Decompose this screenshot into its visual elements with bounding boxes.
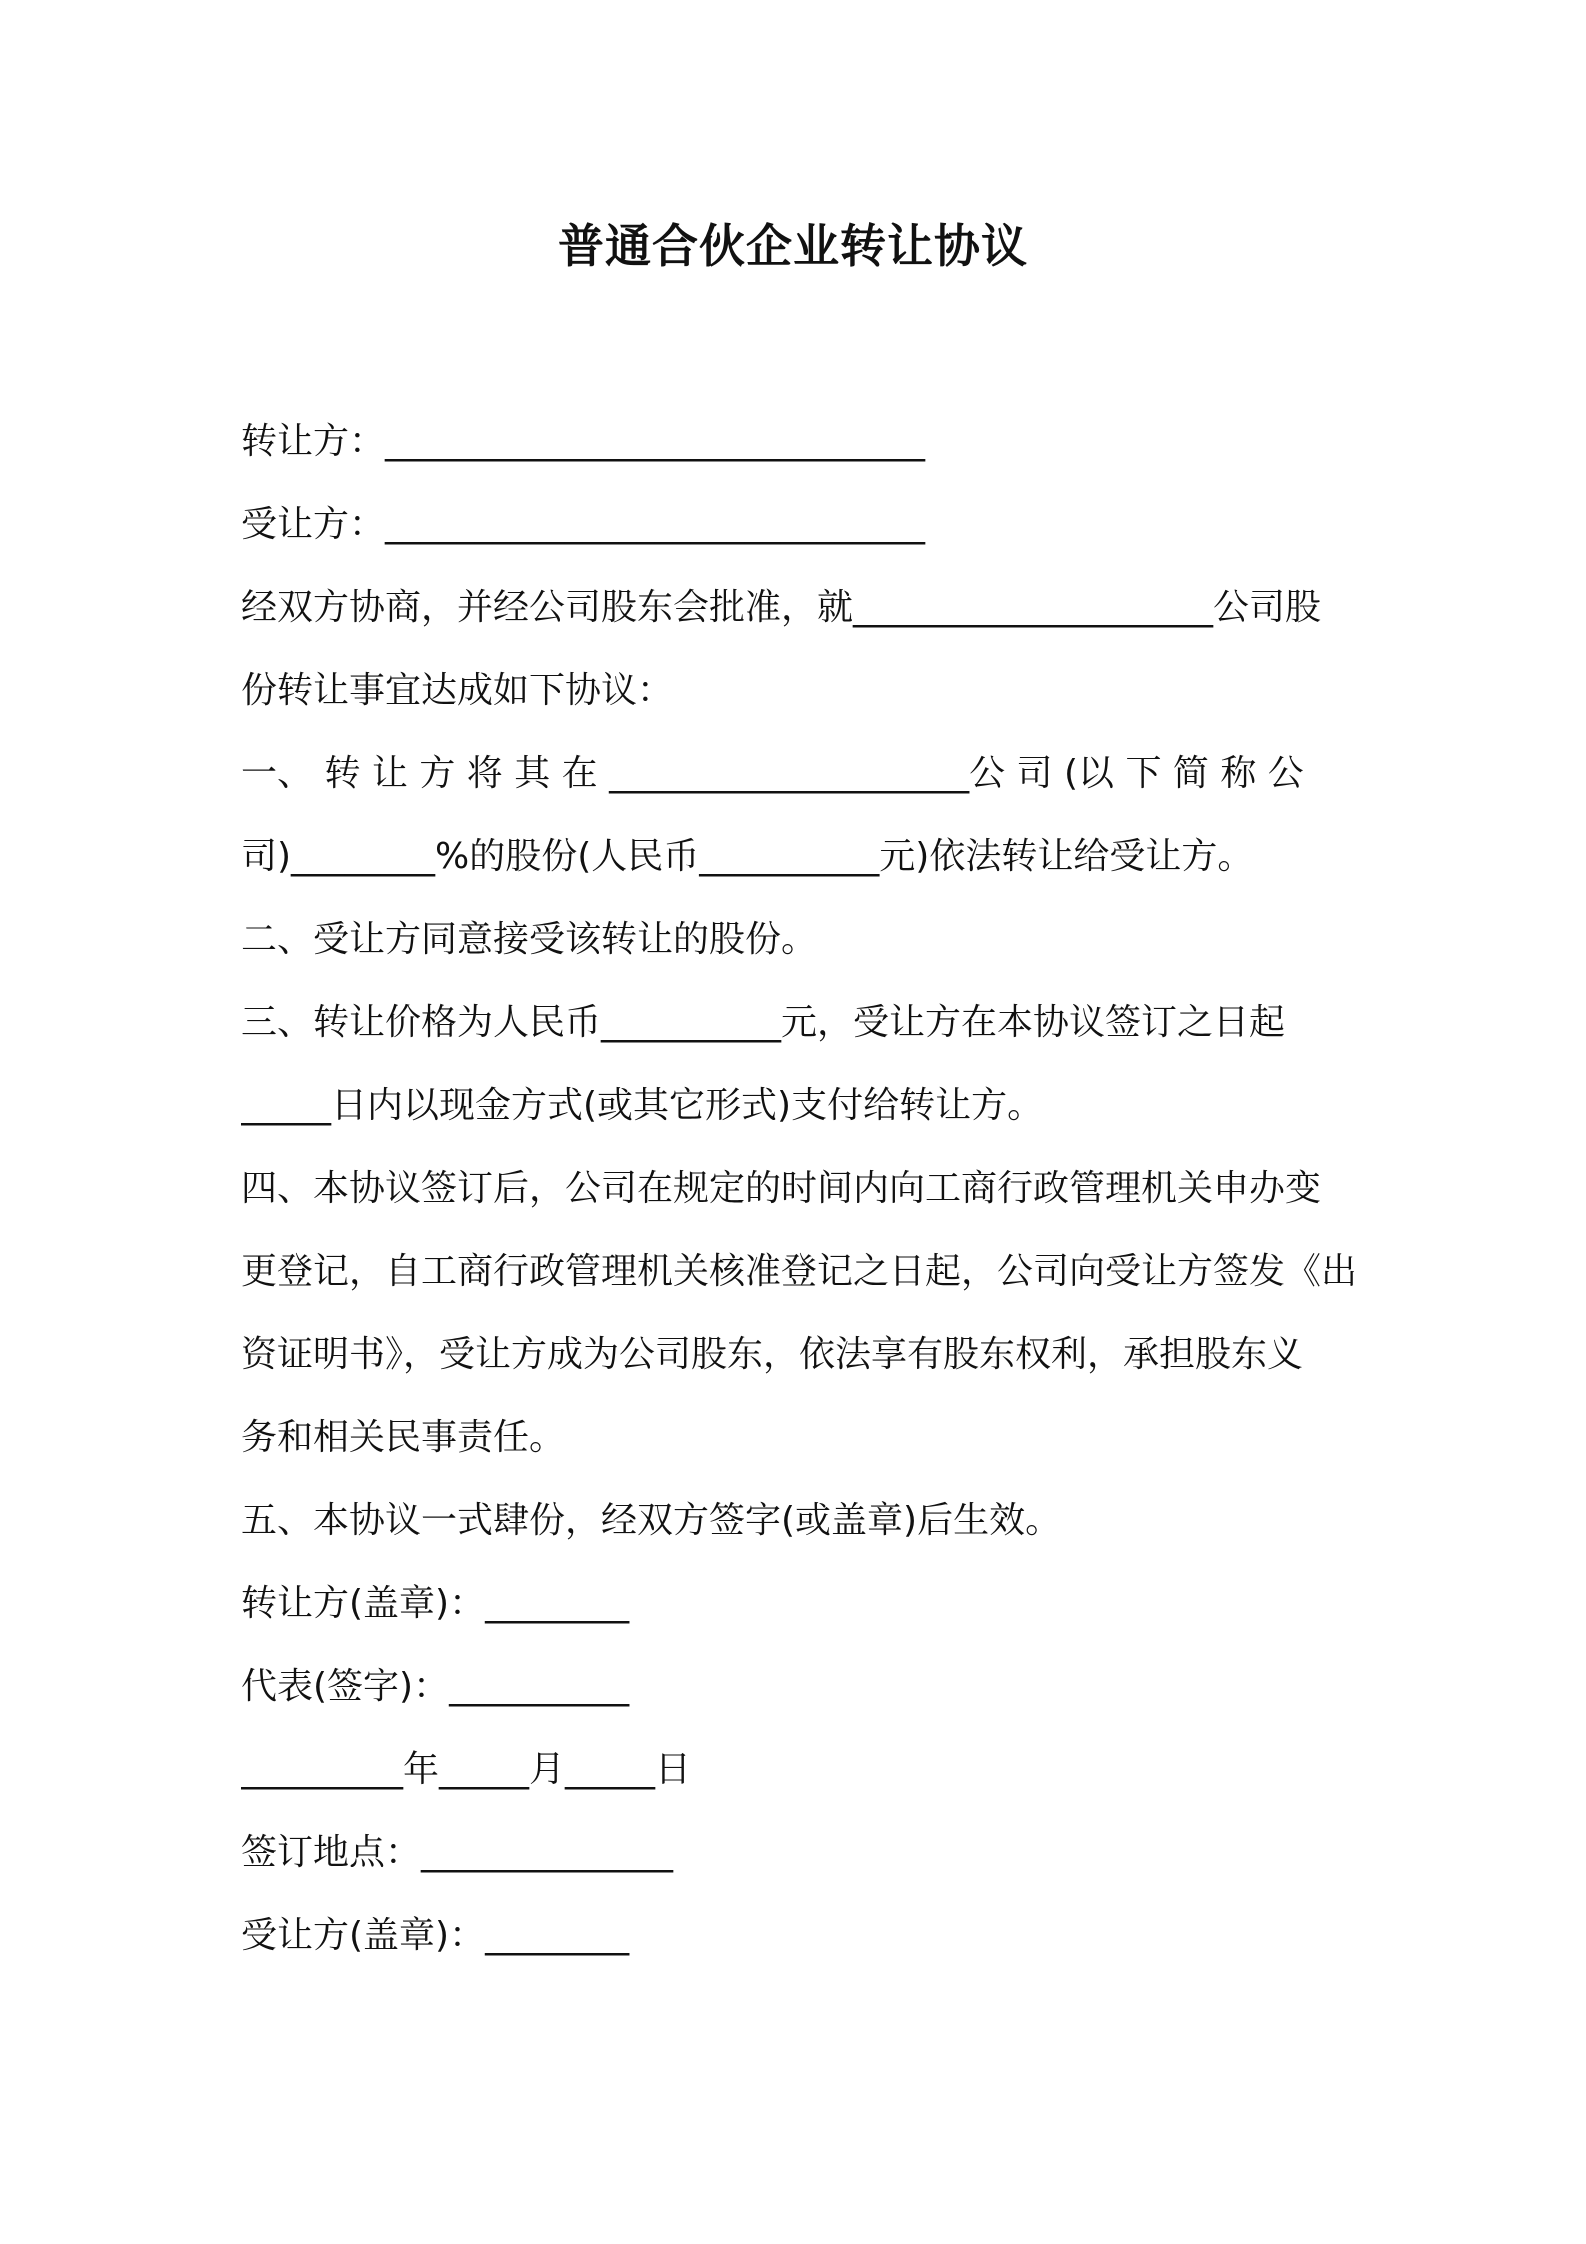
preamble-line-1: 经双方协商，并经公司股东会批准，就____________________公司股 <box>241 587 1322 628</box>
representative-signature-line: 代表(签字)：__________ <box>241 1666 630 1707</box>
clause-4-line-4: 务和相关民事责任。 <box>241 1417 566 1458</box>
clause-1-line-1: 一、 转 让 方 将 其 在 ____________________公 司 (以 下 简 称 公 <box>241 753 1304 794</box>
clause-1-line-2: 司)________%的股份(人民币__________元)依法转让给受让方。 <box>241 836 1254 877</box>
transferor-line: 转让方：______________________________ <box>241 421 926 462</box>
preamble-line-2: 份转让事宜达成如下协议： <box>241 670 674 711</box>
clause-5-line-1: 五、本协议一式肆份，经双方签字(或盖章)后生效。 <box>241 1500 1062 1541</box>
clause-4-line-2: 更登记，自工商行政管理机关核准登记之日起，公司向受让方签发《出 <box>241 1251 1358 1292</box>
document-body <box>241 410 1361 1987</box>
clause-3-line-1: 三、转让价格为人民币__________元，受让方在本协议签订之日起 <box>241 1002 1286 1043</box>
clause-4-line-1: 四、本协议签订后，公司在规定的时间内向工商行政管理机关申办变 <box>241 1168 1322 1209</box>
clause-4-line-3: 资证明书》，受让方成为公司股东，依法享有股东权利，承担股东义 <box>241 1334 1304 1375</box>
document-title: 普通合伙企业转让协议 <box>558 219 1028 273</box>
transferee-seal-line: 受让方(盖章)：________ <box>241 1915 630 1956</box>
transferee-line: 受让方：______________________________ <box>241 504 926 545</box>
clause-3-line-2: _____日内以现金方式(或其它形式)支付给转让方。 <box>241 1085 1044 1126</box>
transferor-seal-line: 转让方(盖章)：________ <box>241 1583 630 1624</box>
date-line: _________年_____月_____日 <box>241 1749 691 1790</box>
clause-2-line-1: 二、受让方同意接受该转让的股份。 <box>241 919 818 960</box>
signing-location-line: 签订地点：______________ <box>241 1832 674 1873</box>
